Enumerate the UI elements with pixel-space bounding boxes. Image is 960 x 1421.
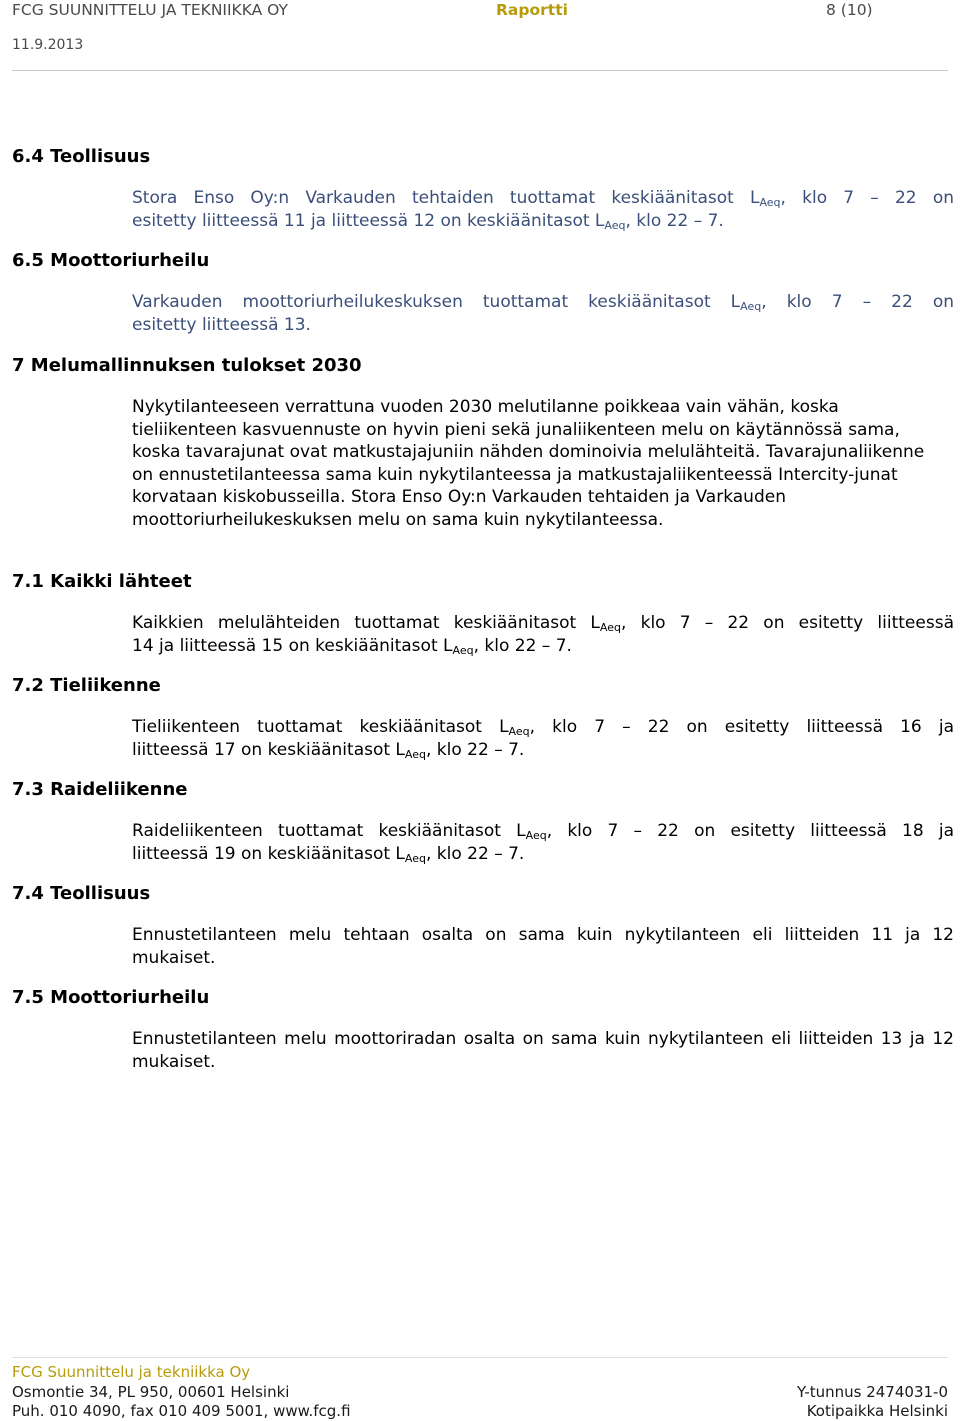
section-7-1-line-1: Kaikkien melulähteiden tuottamat keskiäänitasot $L_{Aeq}$, klo 7 – 22 on esitetty liitteessä xyxy=(132,613,954,634)
section-6-5-line-2: esitetty liitteessä 13. xyxy=(132,315,311,335)
footer-business-id: Y-tunnus 2474031-0 xyxy=(796,1383,948,1401)
header-divider xyxy=(12,70,948,71)
section-7-1-line-2: 14 ja liitteessä 15 on keskiäänitasot $L_{Aeq}$, klo 22 – 7. xyxy=(132,636,572,657)
footer-contact: Puh. 010 4090, fax 010 409 5001, www.fcg.fi xyxy=(12,1402,351,1420)
section-7-3-heading: 7.3 Raideliikenne xyxy=(12,779,188,800)
header-date: 11.9.2013 xyxy=(12,37,84,53)
section-7-2-line-2: liitteessä 17 on keskiäänitasot $L_{Aeq}$, klo 22 – 7. xyxy=(132,740,525,761)
section-7-5-heading: 7.5 Moottoriurheilu xyxy=(12,987,210,1008)
section-7-2-heading: 7.2 Tieliikenne xyxy=(12,675,161,696)
footer-address: Osmontie 34, PL 950, 00601 Helsinki xyxy=(12,1383,290,1401)
section-6-4-heading: 6.4 Teollisuus xyxy=(12,146,151,167)
section-7-4-heading: 7.4 Teollisuus xyxy=(12,883,151,904)
section-6-5-line-1: Varkauden moottoriurheilukeskuksen tuottamat keskiäänitasot $L_{Aeq}$, klo 7 – 22 on xyxy=(132,292,954,313)
footer-divider xyxy=(12,1357,948,1358)
section-7-5-text: Ennustetilanteen melu moottoriradan osalta on sama kuin nykytilanteen eli liitteiden 13 ja 12 mukaiset. xyxy=(132,1029,954,1072)
section-6-5-heading: 6.5 Moottoriurheilu xyxy=(12,250,210,271)
section-7-2-line-1: Tieliikenteen tuottamat keskiäänitasot $L_{Aeq}$, klo 7 – 22 on esitetty liitteessä 16 ja xyxy=(132,717,954,738)
section-7-heading: 7 Melumallinnuksen tulokset 2030 xyxy=(12,355,362,376)
header-company: FCG SUUNNITTELU JA TEKNIIKKA OY xyxy=(12,1,288,19)
header-page-number: 8 (10) xyxy=(826,1,873,19)
header-doc-type: Raportti xyxy=(496,1,568,19)
section-7-text: Nykytilanteeseen verrattuna vuoden 2030 melutilanne poikkeaa vain vähän, koska tieliikenteen kasvuennuste on hyvin pieni sekä junaliikenteen melu on käytännössä sama, koska tavarajunat ovat matkustajajuniin nähden dominoivia melulähteitä. Tavarajunaliikenne on ennustetilanteessa sama kuin nykytilanteessa ja matkustajaliikenteessä Intercity-junat korvataan kiskobusseilla. Stora Enso Oy:n Varkauden tehtaiden ja Varkauden moottoriurheilukeskuksen melu on sama kuin nykytilanteessa. xyxy=(132,397,925,530)
footer-domicile: Kotipaikka Helsinki xyxy=(806,1402,948,1420)
section-6-4-line-1: Stora Enso Oy:n Varkauden tehtaiden tuottamat keskiäänitasot $L_{Aeq}$, klo 7 – 22 on xyxy=(132,188,954,209)
section-7-3-line-2: liitteessä 19 on keskiäänitasot $L_{Aeq}$, klo 22 – 7. xyxy=(132,844,525,865)
section-7-3-line-1: Raideliikenteen tuottamat keskiäänitasot $L_{Aeq}$, klo 7 – 22 on esitetty liitteessä 18 ja xyxy=(132,821,954,842)
section-7-4-text: Ennustetilanteen melu tehtaan osalta on sama kuin nykytilanteen eli liitteiden 11 ja 12 mukaiset. xyxy=(132,925,954,968)
section-6-4-line-2: esitetty liitteessä 11 ja liitteessä 12 on keskiäänitasot $L_{Aeq}$, klo 22 – 7. xyxy=(132,211,724,232)
footer-company: FCG Suunnittelu ja tekniikka Oy xyxy=(12,1363,251,1381)
section-7-1-heading: 7.1 Kaikki lähteet xyxy=(12,571,192,592)
